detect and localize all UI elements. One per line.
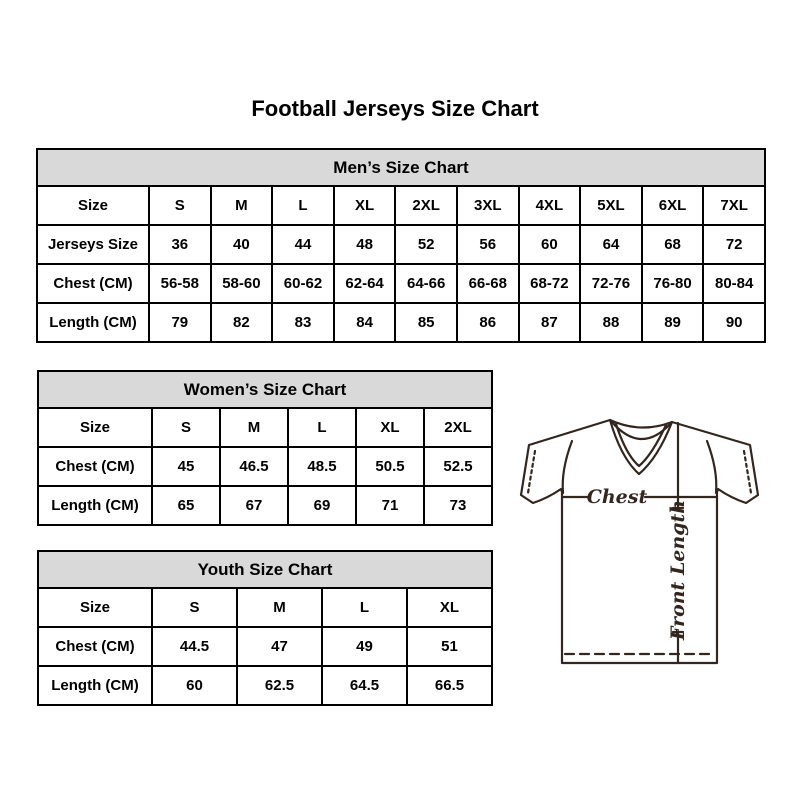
size-value-cell: 88 <box>580 303 642 342</box>
size-value-cell: 68-72 <box>519 264 581 303</box>
row-label: Size <box>37 186 149 225</box>
size-value-cell: 7XL <box>703 186 765 225</box>
size-value-cell: 64.5 <box>322 666 407 705</box>
size-value-cell: 6XL <box>642 186 704 225</box>
v-neck-inner <box>616 424 666 466</box>
size-value-cell: S <box>152 408 220 447</box>
size-value-cell: 5XL <box>580 186 642 225</box>
table-row <box>38 666 492 705</box>
size-value-cell: 85 <box>395 303 457 342</box>
size-value-cell: 47 <box>237 627 322 666</box>
right-cuff-dashes <box>744 451 751 493</box>
size-value-cell: 60-62 <box>272 264 334 303</box>
size-value-cell: 66-68 <box>457 264 519 303</box>
size-value-cell: 71 <box>356 486 424 525</box>
table-row <box>37 186 765 225</box>
size-value-cell: 2XL <box>395 186 457 225</box>
table-row <box>37 225 765 264</box>
size-value-cell: 66.5 <box>407 666 492 705</box>
row-label: Size <box>38 408 152 447</box>
table-title-row <box>37 149 765 186</box>
jersey-diagram <box>503 410 769 670</box>
table-row <box>38 408 492 447</box>
size-value-cell: XL <box>356 408 424 447</box>
size-value-cell: L <box>272 186 334 225</box>
table-row <box>38 486 492 525</box>
size-value-cell: M <box>211 186 273 225</box>
row-label: Length (CM) <box>38 486 152 525</box>
womens-size-table <box>37 370 493 526</box>
youth-size-table <box>37 550 493 706</box>
mens-size-table <box>36 148 766 343</box>
size-value-cell: 60 <box>519 225 581 264</box>
table-row <box>38 447 492 486</box>
size-value-cell: L <box>288 408 356 447</box>
table-row <box>38 588 492 627</box>
size-value-cell: 87 <box>519 303 581 342</box>
size-value-cell: 89 <box>642 303 704 342</box>
size-value-cell: 44 <box>272 225 334 264</box>
size-value-cell: 48.5 <box>288 447 356 486</box>
table-row <box>37 264 765 303</box>
row-label: Jerseys Size <box>37 225 149 264</box>
size-value-cell: S <box>152 588 237 627</box>
size-value-cell: 72 <box>703 225 765 264</box>
left-sleeve-seam <box>563 441 572 493</box>
front-length-label: Front Length <box>667 499 689 641</box>
size-value-cell: M <box>220 408 288 447</box>
table-row <box>38 627 492 666</box>
size-value-cell: XL <box>334 186 396 225</box>
size-value-cell: 3XL <box>457 186 519 225</box>
womens-table-title: Women’s Size Chart <box>38 371 492 408</box>
size-value-cell: L <box>322 588 407 627</box>
youth-table-title: Youth Size Chart <box>38 551 492 588</box>
size-value-cell: 83 <box>272 303 334 342</box>
row-label: Size <box>38 588 152 627</box>
size-value-cell: 49 <box>322 627 407 666</box>
size-value-cell: 86 <box>457 303 519 342</box>
size-value-cell: 48 <box>334 225 396 264</box>
size-value-cell: 52 <box>395 225 457 264</box>
row-label: Length (CM) <box>38 666 152 705</box>
jersey-outline <box>521 420 758 663</box>
table-row <box>37 303 765 342</box>
right-sleeve-seam <box>707 441 716 493</box>
size-value-cell: 52.5 <box>424 447 492 486</box>
size-value-cell: 46.5 <box>220 447 288 486</box>
row-label: Length (CM) <box>37 303 149 342</box>
size-value-cell: 67 <box>220 486 288 525</box>
size-value-cell: 82 <box>211 303 273 342</box>
page-title: Football Jerseys Size Chart <box>251 96 539 121</box>
left-cuff-dashes <box>528 451 535 493</box>
table-title-row <box>38 371 492 408</box>
size-value-cell: 90 <box>703 303 765 342</box>
size-value-cell: 76-80 <box>642 264 704 303</box>
size-value-cell: 36 <box>149 225 211 264</box>
row-label: Chest (CM) <box>37 264 149 303</box>
size-value-cell: 73 <box>424 486 492 525</box>
table-title-row <box>38 551 492 588</box>
size-value-cell: 60 <box>152 666 237 705</box>
row-label: Chest (CM) <box>38 627 152 666</box>
size-value-cell: 69 <box>288 486 356 525</box>
size-value-cell: 2XL <box>424 408 492 447</box>
size-value-cell: 62.5 <box>237 666 322 705</box>
size-value-cell: 84 <box>334 303 396 342</box>
size-value-cell: M <box>237 588 322 627</box>
mens-table-title: Men’s Size Chart <box>37 149 765 186</box>
row-label: Chest (CM) <box>38 447 152 486</box>
size-value-cell: 44.5 <box>152 627 237 666</box>
size-value-cell: S <box>149 186 211 225</box>
size-value-cell: 62-64 <box>334 264 396 303</box>
size-value-cell: 4XL <box>519 186 581 225</box>
size-value-cell: 68 <box>642 225 704 264</box>
size-value-cell: 45 <box>152 447 220 486</box>
size-value-cell: 56-58 <box>149 264 211 303</box>
size-value-cell: 64-66 <box>395 264 457 303</box>
size-value-cell: 58-60 <box>211 264 273 303</box>
size-value-cell: 72-76 <box>580 264 642 303</box>
size-value-cell: 50.5 <box>356 447 424 486</box>
size-value-cell: XL <box>407 588 492 627</box>
size-value-cell: 51 <box>407 627 492 666</box>
size-value-cell: 80-84 <box>703 264 765 303</box>
chest-label: Chest <box>586 486 648 508</box>
size-value-cell: 56 <box>457 225 519 264</box>
size-value-cell: 79 <box>149 303 211 342</box>
size-value-cell: 40 <box>211 225 273 264</box>
size-value-cell: 64 <box>580 225 642 264</box>
size-value-cell: 65 <box>152 486 220 525</box>
